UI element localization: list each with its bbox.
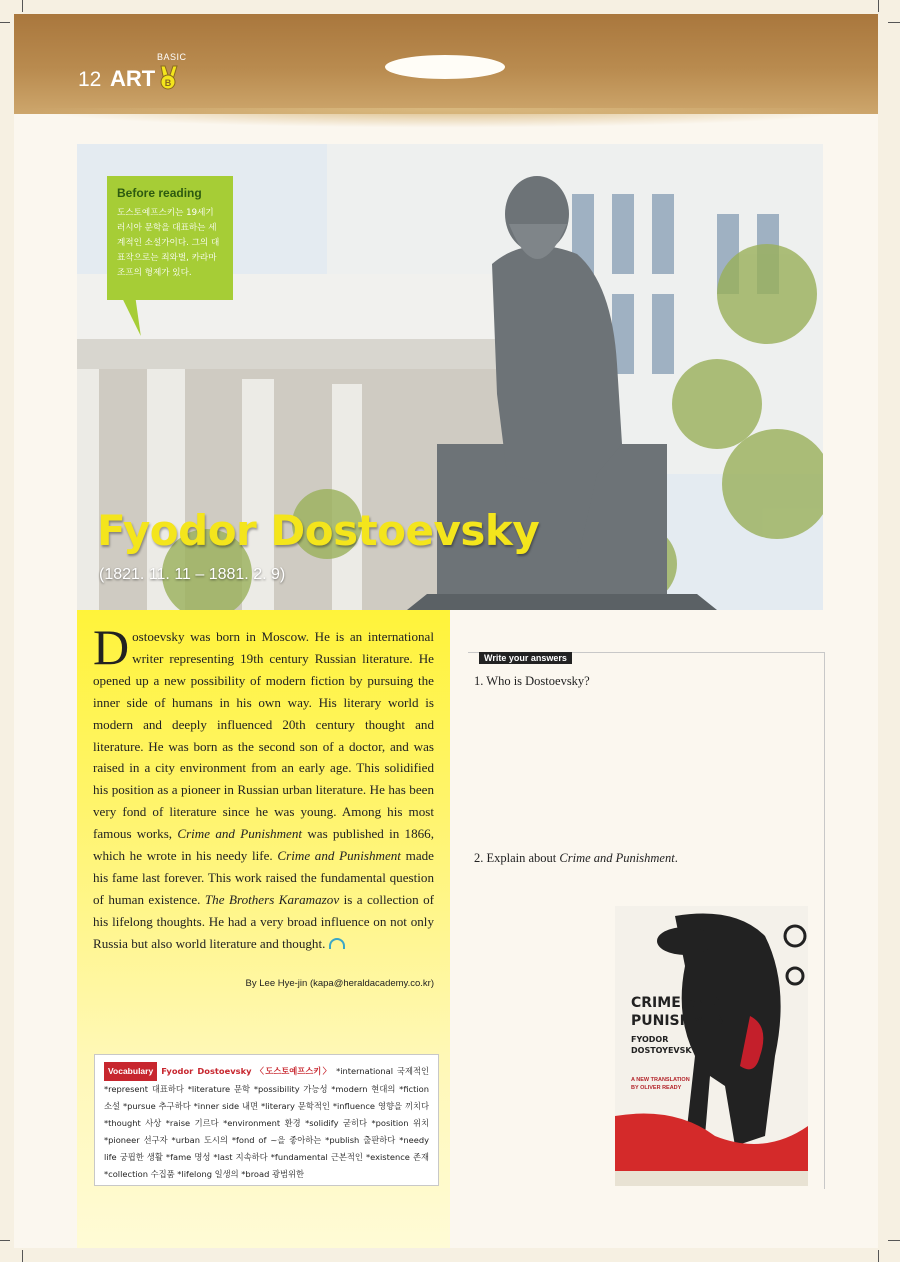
vocabulary-text xyxy=(104,1062,429,1183)
header-oval-decoration xyxy=(385,55,505,79)
book-cover-image xyxy=(615,906,808,1186)
cover-subtitle xyxy=(631,1076,690,1092)
before-reading-box xyxy=(107,176,233,300)
vocabulary-box xyxy=(94,1054,439,1186)
article-body xyxy=(93,619,435,955)
headphones-icon[interactable] xyxy=(329,938,345,949)
badge-letter: B xyxy=(164,78,172,88)
header-wave xyxy=(14,108,878,148)
crop-mark xyxy=(0,1240,10,1241)
drop-cap: D xyxy=(93,619,130,675)
byline: By Lee Hye-jin (kapa@heraldacademy.co.kr) xyxy=(245,978,434,989)
crop-mark xyxy=(878,0,879,12)
question-2-suffix: . xyxy=(674,851,678,865)
question-1: 1. Who is Dostoevsky? xyxy=(474,674,590,688)
article-text-1: ostoevsky was born in Moscow. He is an international writer representing 19th century Russian literature. He opened up a new possibility of modern fiction by pursuing the inner side of humans in his own way. His literary world is modern and deeply influenced 20th century thought and literature. He was born as the second son of a doctor, and was raised in a city environment from an early age. This solidified his position as a pioneer in Russian urban literature. He has been very fond of literature since he was young. Among his most famous works, xyxy=(93,629,434,842)
article-text-2: was published in 1866, which he wrote in his needy life. xyxy=(93,826,435,864)
vocabulary-tag: Vocabulary xyxy=(104,1062,157,1081)
before-reading-title: Before reading xyxy=(117,186,202,200)
before-reading-body: 도스토예프스키는 19세기 러시아 문학을 대표하는 세계적인 소설가이다. 그의 대표작으로는 죄와벌, 카라마조프의 형제가 있다. xyxy=(117,208,220,278)
work-title: Crime and Punishment xyxy=(177,826,303,842)
work-title: Crime and Punishment xyxy=(277,848,401,864)
write-answers-tag: Write your answers xyxy=(479,652,572,664)
page-title: Fyodor Dostoevsky xyxy=(97,506,540,555)
cover-title-line-1: CRIME AND xyxy=(631,995,720,1011)
vocabulary-headword: Fyodor Dostoevsky 〈도스토예프스키〉 xyxy=(161,1066,333,1076)
life-dates: (1821. 11. 11 – 1881. 2. 9) xyxy=(99,566,286,583)
page-number: 12 xyxy=(78,68,102,91)
basic-level-label: BASIC xyxy=(157,52,187,62)
cover-title xyxy=(631,994,736,1030)
cover-author-line-1: FYODOR xyxy=(631,1035,669,1044)
question-2 xyxy=(474,851,678,866)
cover-subtitle-line-1: A NEW TRANSLATION xyxy=(631,1077,690,1083)
crop-mark xyxy=(0,22,10,23)
article-text-4: is a collection of his lifelong thoughts. He had a very broad influence on not only Russia but also world literature and thought. xyxy=(93,891,434,951)
cover-author xyxy=(631,1034,697,1056)
question-2-work: Crime and Punishment xyxy=(559,851,675,865)
section-label: ART xyxy=(110,66,156,91)
vocabulary-entries: *international 국제적인 *represent 대표하다 *literature 문학 *possibility 가능성 *modern 현대의 *fiction 소설 *pursue 추구하다 *inner side 내면 *literary 문학적인 *influence 영향을 끼치다 *thought 사상 *raise 기르다 *environment 환경 *solidify 굳히다 *position 위치 *pioneer 선구자 *urban 도시의 *fond of ~을 좋아하는 *publish 출판하다 *needy life 궁핍한 생활 *fame 명성 *last 지속하다 *fundamental 근본적인 *existence 존재 *collection 수집품 *lifelong 일생의 *broad 광범위한 xyxy=(104,1066,429,1179)
crop-mark xyxy=(888,1240,900,1241)
cover-subtitle-line-2: BY OLIVER READY xyxy=(631,1085,682,1091)
article-text-3: made his fame last forever. This work raised the fundamental question of human existence. xyxy=(93,848,434,907)
crop-mark xyxy=(22,0,23,12)
question-2-prefix: 2. Explain about xyxy=(474,851,560,865)
crop-mark xyxy=(888,22,900,23)
crop-mark xyxy=(22,1250,23,1262)
cover-title-line-2: PUNISHMENT xyxy=(631,1013,737,1029)
work-title: The Brothers Karamazov xyxy=(204,891,340,907)
cover-author-line-2: DOSTOYEVSKY xyxy=(631,1046,698,1055)
crop-mark xyxy=(878,1250,879,1262)
